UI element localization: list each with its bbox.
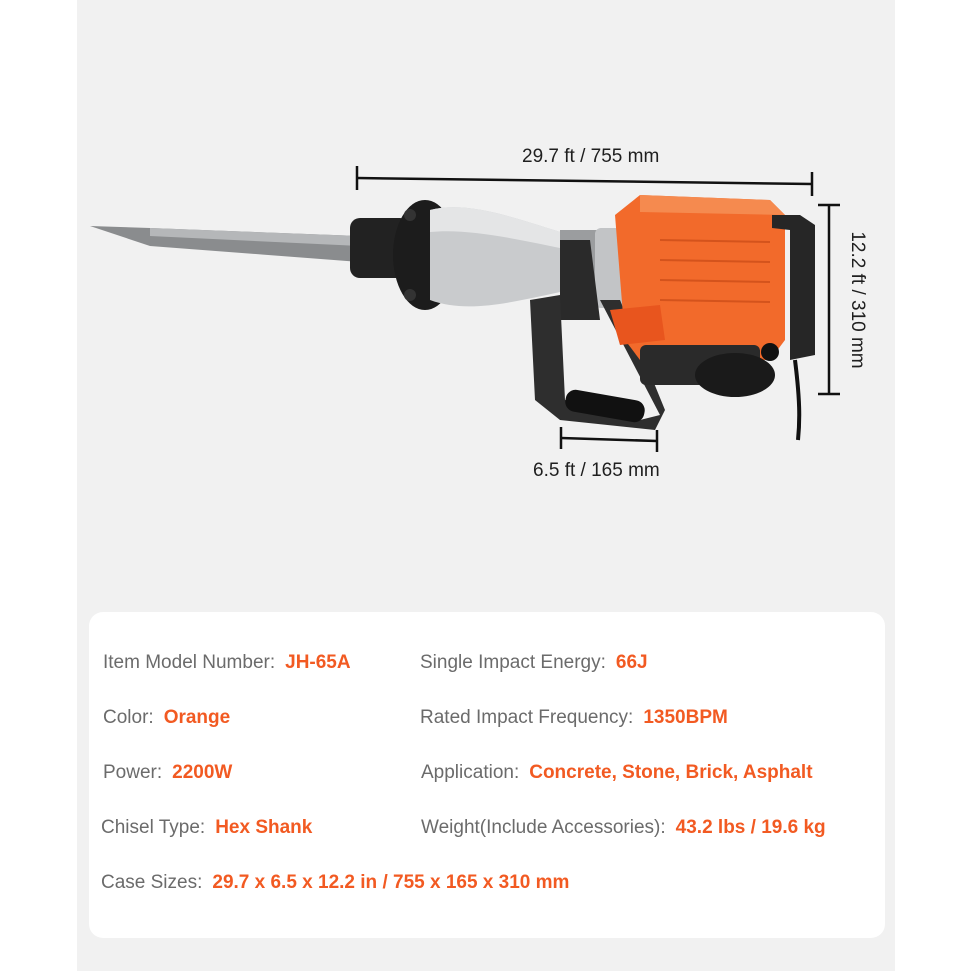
spec-impact-frequency — [420, 707, 728, 729]
spec-chisel-type — [101, 817, 312, 839]
spec-card — [89, 612, 885, 938]
spec-value: JH-65A — [285, 652, 351, 673]
handle-width-dimension-label: 6.5 ft / 165 mm — [533, 460, 660, 481]
spec-label: Item Model Number: — [103, 652, 276, 673]
spec-label: Rated Impact Frequency: — [420, 707, 634, 728]
spec-value: Hex Shank — [215, 817, 313, 838]
spec-label: Weight(Include Accessories): — [421, 817, 666, 838]
spec-power — [103, 762, 232, 784]
length-dimension-line — [357, 166, 812, 196]
spec-label: Power: — [103, 762, 163, 783]
spec-label: Case Sizes: — [101, 872, 203, 893]
spec-weight — [421, 817, 826, 839]
spec-label: Chisel Type: — [101, 817, 206, 838]
spec-color — [103, 707, 230, 729]
height-dimension-line — [818, 205, 840, 394]
spec-case-sizes — [101, 872, 569, 894]
spec-model — [103, 652, 351, 674]
spec-value: 43.2 lbs / 19.6 kg — [675, 817, 826, 838]
length-dimension-label: 29.7 ft / 755 mm — [522, 146, 660, 167]
spec-value: Concrete, Stone, Brick, Asphalt — [529, 762, 813, 783]
spec-application — [421, 762, 813, 784]
height-dimension-label: 12.2 ft / 310 mm — [847, 231, 868, 369]
spec-value: 29.7 x 6.5 x 12.2 in / 755 x 165 x 310 mm — [212, 872, 570, 893]
spec-value: 1350BPM — [643, 707, 728, 728]
handle-dimension-line — [561, 427, 657, 452]
spec-label: Application: — [421, 762, 520, 783]
spec-value: Orange — [163, 707, 231, 728]
spec-impact-energy — [420, 652, 648, 674]
power-cable — [795, 360, 799, 440]
spec-value: 66J — [615, 652, 648, 673]
spec-label: Single Impact Energy: — [420, 652, 606, 673]
spec-label: Color: — [103, 707, 154, 728]
spec-value: 2200W — [172, 762, 233, 783]
